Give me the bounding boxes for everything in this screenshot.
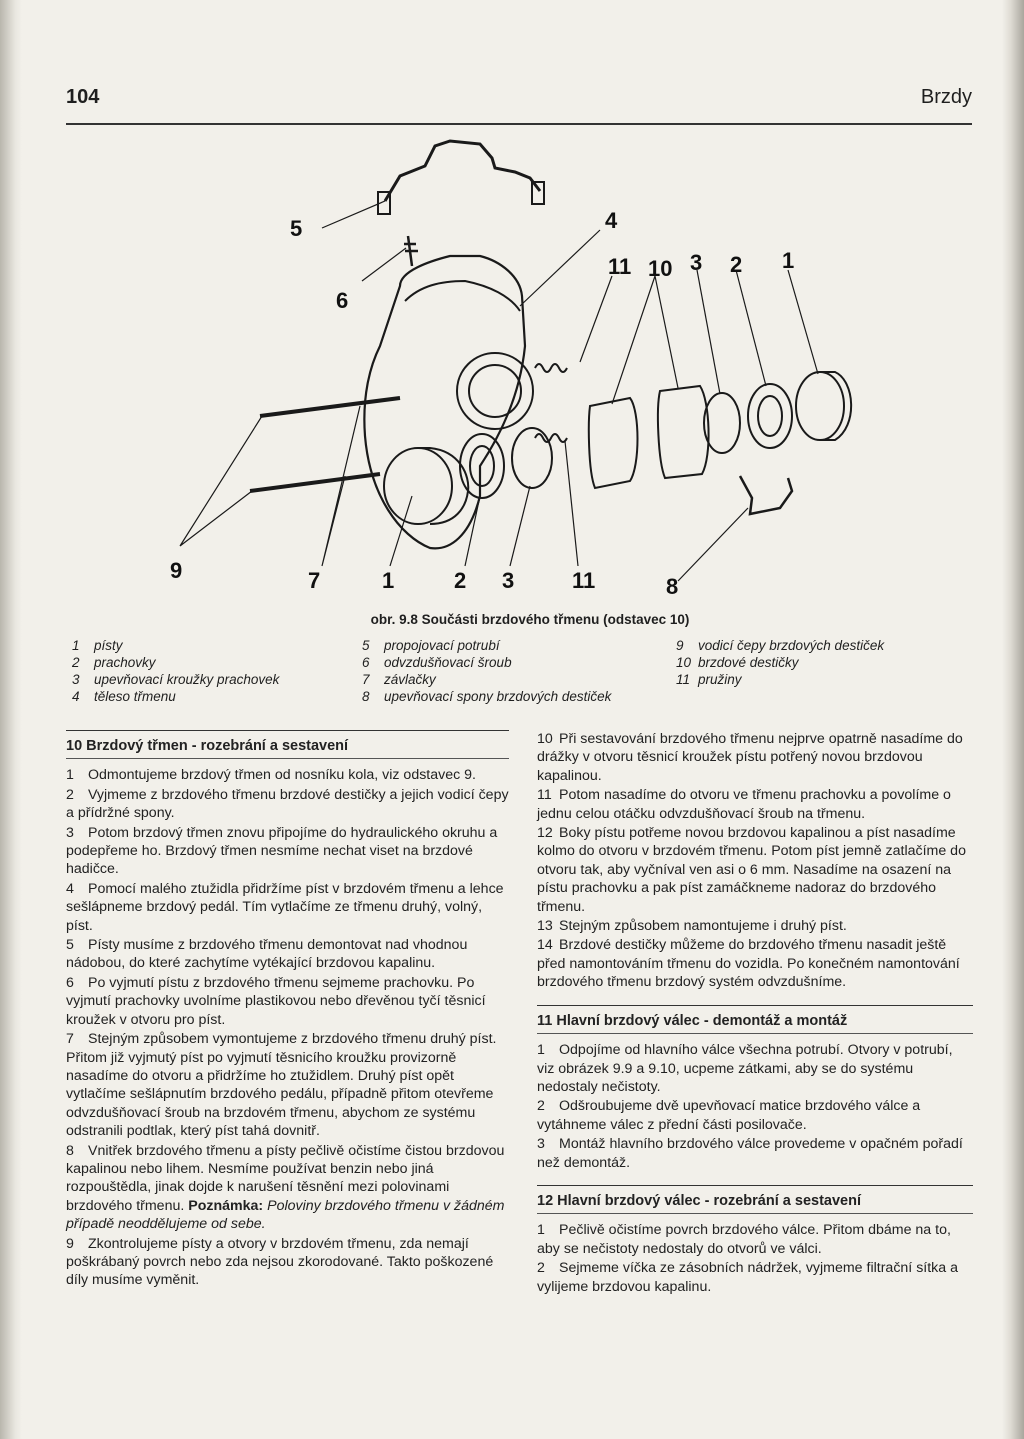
text-column-left: [66, 730, 509, 1291]
paragraph: 1 Pečlivě očistíme povrch brzdového válce. Přitom dbáme na to, aby se nečistoty nedostaly do otvorů ve válci.: [537, 1222, 951, 1257]
paragraph: 11 Potom nasadíme do otvoru ve třmenu prachovku a povolíme o jednu celou otáčku odvzdušňovací šroub na třmenu.: [537, 787, 951, 822]
leader-7: [322, 406, 360, 566]
paragraph: 10 Při sestavování brzdového třmenu nejprve opatrně nasadíme do drážky v otvoru těsnicí kroužek pístu potřený novou brzdovou kapalinou.: [537, 731, 963, 784]
leader-11b: [565, 441, 578, 566]
header-rule: [66, 123, 972, 125]
paragraph: 2 Sejmeme víčka ze zásobních nádržek, vyjmeme filtrační sítka a vylijeme brzdovou kapalinu.: [537, 1260, 958, 1295]
paragraph: 8 Vnitřek brzdového třmenu a písty pečlivě očistíme čistou brzdovou kapalinou nebo lihem. Nesmíme používat benzin nebo jiná rozpouštědla, jinak dojde k narušení těsnění mezi polovinami brzdového třmenu. Poznámka: Poloviny brzdového třmenu v žádném případě neoddělujeme od sebe.: [66, 1142, 505, 1233]
legend-item: 1 písty: [72, 638, 123, 653]
leader-8: [678, 508, 748, 581]
legend-column-1: [72, 637, 279, 705]
piston-bore-inner: [469, 365, 521, 417]
callout-4: 4: [605, 208, 618, 233]
paragraph: 13 Stejným způsobem namontujeme i druhý píst.: [537, 918, 847, 935]
leader-5: [322, 201, 385, 228]
dust-seal-front: [460, 434, 504, 498]
caliper-top: [405, 281, 520, 311]
callout-8: 8: [666, 574, 679, 599]
paragraph: 14 Brzdové destičky můžeme do brzdového třmenu nasadit ještě před namontováním třmenu do vozidla. Po konečném namontování brzdového třmenu brzdový systém odvzdušníme.: [537, 937, 960, 991]
callout-9: 9: [170, 558, 183, 583]
paragraph: 2 Vyjmeme z brzdového třmenu brzdové destičky a jejich vodicí čepy a přídržné spony.: [66, 786, 509, 822]
callout-11-bottom: 11: [572, 568, 596, 593]
callout-2-left: 2: [454, 568, 467, 593]
paragraph: 4 Pomocí malého ztužidla přidržíme píst v brzdovém třmenu a lehce sešlápneme brzdový pedál. Tím vytlačíme ze třmenu druhý, volný, píst.: [66, 880, 504, 934]
paragraph: 3 Montáž hlavního brzdového válce provedeme v opačném pořadí než demontáž.: [537, 1136, 963, 1171]
legend-item: 4 těleso třmenu: [72, 689, 176, 704]
legend-item: 10 brzdové destičky: [676, 655, 799, 670]
spacer: [537, 993, 973, 1005]
legend-column-3: [676, 637, 884, 688]
section-10-heading: 10 Brzdový třmen - rozebrání a sestavení: [66, 730, 509, 759]
legend-item: 2 prachovky: [72, 655, 156, 670]
paragraph: 12 Boky pístu potřeme novou brzdovou kapalinou a píst nasadíme kolmo do otvoru v brzdovém třmenu. Potom píst jemně zatlačíme do otvoru tak, aby vyčníval ven asi o 6 mm. Nasadíme na osazení na pístu prachovku a pak píst zamáčkneme nadoraz do brzdového třmenu.: [537, 825, 966, 915]
leader-10: [612, 276, 678, 404]
spring-bottom: [535, 434, 567, 442]
legend-item: 7 závlačky: [362, 672, 436, 687]
callout-3-left: 3: [502, 568, 515, 593]
leader-6: [362, 248, 406, 281]
paragraph: 9 Zkontrolujeme písty a otvory v brzdovém třmenu, zda nemají poškrábaný povrch nebo zda nejsou zkorodované. Takto poškozené díly musíme vyměnit.: [66, 1235, 494, 1289]
paragraph: 1 Odmontujeme brzdový třmen od nosníku kola, viz odstavec 9.: [66, 767, 476, 784]
note-text: Poloviny brzdového třmenu v žádném případě neoddělujeme od sebe.: [66, 1197, 505, 1233]
leader-2l: [465, 496, 480, 566]
callout-7: 7: [308, 568, 321, 593]
leader-4: [520, 230, 600, 306]
leader-2r: [736, 270, 766, 386]
legend-item: 6 odvzdušňovací šroub: [362, 655, 512, 670]
paragraph: 1 Odpojíme od hlavního válce všechna potrubí. Otvory v potrubí, viz obrázek 9.9 a 9.10, ucpeme zátkami, aby se do systému nedostaly nečistoty.: [537, 1042, 953, 1095]
figure-caption: obr. 9.8 Součásti brzdového třmenu (odstavec 10): [370, 612, 690, 627]
brake-caliper-diagram: [100, 136, 920, 606]
spacer: [537, 1173, 973, 1185]
guide-pin-upper: [260, 398, 400, 416]
paragraph: 3 Potom brzdový třmen znovu připojíme do hydraulického okruhu a podepřeme ho. Brzdový třmen nesmíme nechat viset na brzdové hadičce.: [66, 824, 498, 878]
dust-seal-rear: [748, 384, 792, 448]
retaining-ring-rear: [704, 393, 740, 453]
section-12-heading: 12 Hlavní brzdový válec - rozebrání a sestavení: [537, 1185, 973, 1214]
paragraph: 5 Písty musíme z brzdového třmenu demontovat nad vhodnou nádobou, do které zachytíme vytékající brzdovou kapalinu.: [66, 937, 468, 972]
leader-3r: [697, 270, 720, 394]
text-column-right: [537, 730, 973, 1297]
piston-rear: [796, 372, 844, 440]
dust-seal-front-inner: [470, 446, 494, 486]
leader-9: [180, 416, 262, 546]
page-edge-shadow-left: [0, 0, 22, 1439]
brake-pad-2: [658, 386, 709, 478]
guide-pin-lower: [250, 474, 380, 491]
legend-item: 5 propojovací potrubí: [362, 638, 500, 653]
leader-1r: [788, 270, 818, 374]
legend-column-2: [362, 637, 611, 705]
bleed-screw: [404, 236, 418, 266]
section-11-heading: 11 Hlavní brzdový válec - demontáž a montáž: [537, 1005, 973, 1034]
leader-3l: [510, 486, 530, 566]
paragraph: 7 Stejným způsobem vymontujeme z brzdového třmenu druhý píst. Přitom již vyjmutý píst po vyjmutí těsnicího kroužku provizorně nasadíme do otvoru a přidržíme ho ztužidlem. Druhý píst opět vytlačíme sešlápnutím brzdového pedálu, případně přitom otevřeme odvzdušňovací šroub na brzdovém třmenu, abychom ze systému odstranili podtlak, který píst tahá dovnitř.: [66, 1031, 497, 1140]
legend-item: 9 vodicí čepy brzdových destiček: [676, 638, 885, 653]
legend-item: 8 upevňovací spony brzdových destiček: [362, 689, 612, 704]
callout-5: 5: [290, 216, 303, 241]
note-label: Poznámka:: [188, 1197, 264, 1214]
legend-item: 3 upevňovací kroužky prachovek: [72, 672, 280, 687]
legend-item: 11 pružiny: [676, 672, 742, 687]
piston-front: [384, 448, 452, 524]
spring-top: [535, 364, 567, 372]
brake-caliper-drawing: [100, 136, 920, 606]
callout-10: 10: [648, 256, 673, 281]
brake-pipe: [385, 141, 540, 201]
retaining-ring-front: [512, 428, 552, 488]
page-number: 104: [66, 86, 100, 108]
page-edge-shadow-right: [1002, 0, 1024, 1439]
callout-1-left: 1: [382, 568, 395, 593]
running-title: Brzdy: [920, 86, 972, 108]
callout-3-right: 3: [690, 250, 703, 275]
callout-11-top: 11: [608, 254, 632, 279]
paragraph: 6 Po vyjmutí pístu z brzdového třmenu sejmeme prachovku. Po vyjmutí prachovky uvolníme plastikovou nebo dřevěnou tyčí těsnicí kroužek v otvoru pro píst.: [66, 974, 486, 1028]
callout-2-right: 2: [730, 252, 743, 277]
leader-11a: [580, 276, 612, 362]
piston-rear-body: [820, 372, 851, 440]
callout-6: 6: [336, 288, 349, 313]
leader-1l: [390, 496, 412, 566]
brake-pad-1: [589, 398, 638, 488]
dust-seal-rear-inner: [758, 396, 782, 436]
paragraph: 2 Odšroubujeme dvě upevňovací matice brzdového válce a vytáhneme válec z přední části posilovače.: [537, 1098, 921, 1133]
callout-1-right: 1: [782, 248, 795, 273]
